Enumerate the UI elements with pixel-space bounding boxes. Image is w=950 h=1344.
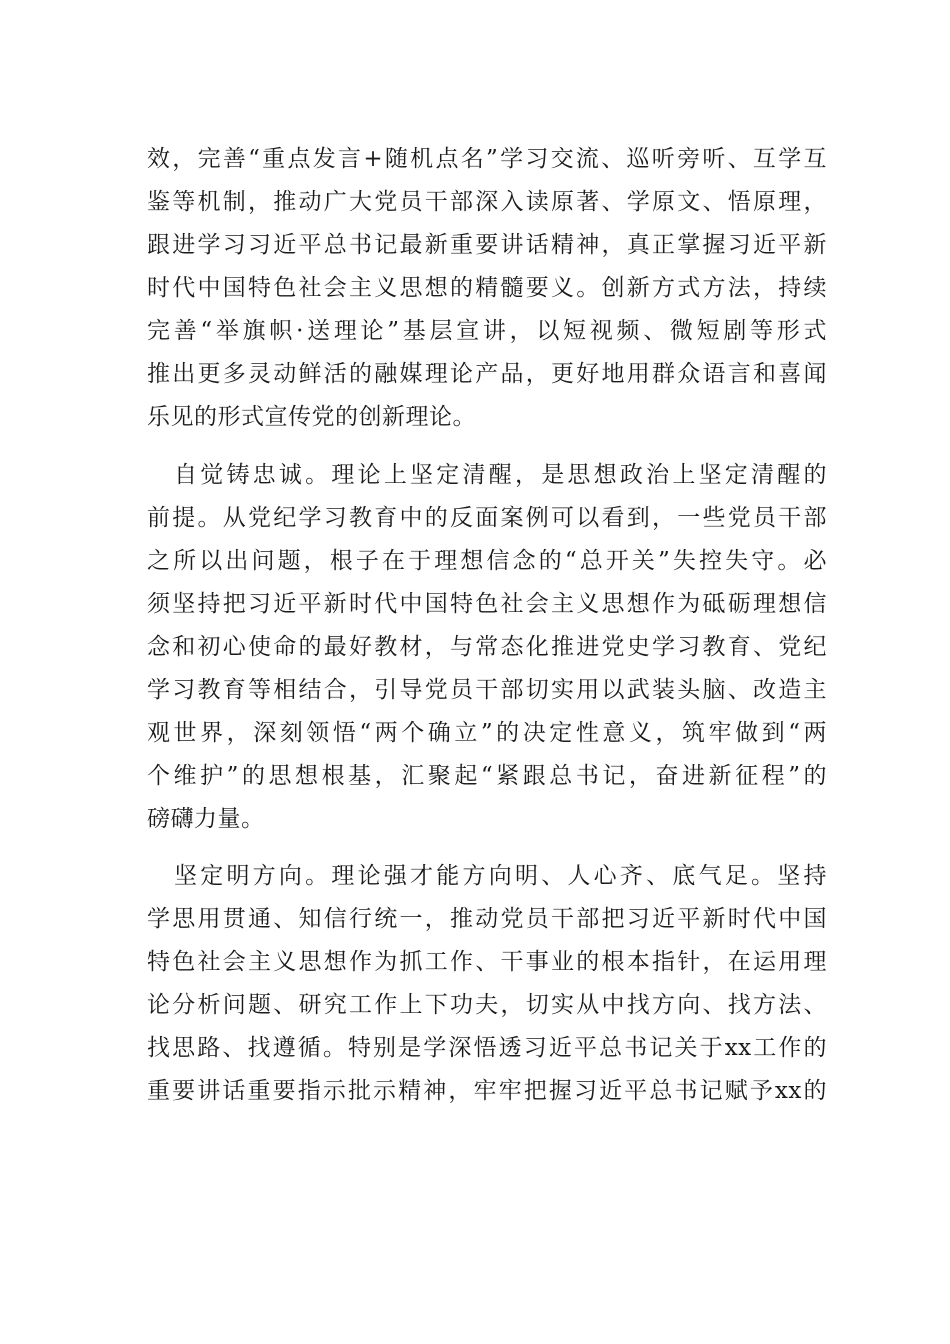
paragraph-line: 论分析问题、研究工作上下功夫，切实从中找方向、找方法、 xyxy=(147,992,827,1018)
paragraph-line: 须坚持把习近平新时代中国特色社会主义思想作为砥砺理想信 xyxy=(147,591,827,617)
paragraph-line: 鉴等机制，推动广大党员干部深入读原著、学原文、悟原理， xyxy=(147,189,827,215)
paragraph-line: 磅礴力量。 xyxy=(147,806,265,832)
paragraph-line: 跟进学习习近平总书记最新重要讲话精神，真正掌握习近平新 xyxy=(147,232,827,258)
paragraph-line: 推出更多灵动鲜活的融媒理论产品，更好地用群众语言和喜闻 xyxy=(147,361,827,387)
paragraph-3 xyxy=(147,855,827,1113)
paragraph-line: 重要讲话重要指示批示精神，牢牢把握习近平总书记赋予xx的 xyxy=(147,1078,827,1104)
paragraph-line: 学思用贯通、知信行统一，推动党员干部把习近平新时代中国 xyxy=(147,906,827,932)
paragraph-line: 特色社会主义思想作为抓工作、干事业的根本指针，在运用理 xyxy=(147,949,827,975)
paragraph-line: 找思路、找遵循。特别是学深悟透习近平总书记关于xx工作的 xyxy=(147,1035,827,1061)
paragraph-line: 坚定明方向。理论强才能方向明、人心齐、底气足。坚持 xyxy=(174,863,827,889)
paragraph-2 xyxy=(147,454,827,841)
paragraph-line: 自觉铸忠诚。理论上坚定清醒，是思想政治上坚定清醒的 xyxy=(174,462,827,488)
paragraph-line: 前提。从党纪学习教育中的反面案例可以看到，一些党员干部 xyxy=(147,505,827,531)
paragraph-line: 个维护”的思想根基，汇聚起“紧跟总书记，奋进新征程”的 xyxy=(147,763,827,789)
paragraph-line: 乐见的形式宣传党的创新理论。 xyxy=(147,404,476,430)
paragraph-1 xyxy=(147,138,827,439)
paragraph-line: 学习教育等相结合，引导党员干部切实用以武装头脑、改造主 xyxy=(147,677,827,703)
paragraph-line: 时代中国特色社会主义思想的精髓要义。创新方式方法，持续 xyxy=(147,275,827,301)
paragraph-line: 之所以出问题，根子在于理想信念的“总开关”失控失守。必 xyxy=(147,548,827,574)
paragraph-line: 观世界，深刻领悟“两个确立”的决定性意义，筑牢做到“两 xyxy=(147,720,827,746)
paragraph-line: 效，完善“重点发言+随机点名”学习交流、巡听旁听、互学互 xyxy=(147,146,827,172)
paragraph-line: 念和初心使命的最好教材，与常态化推进党史学习教育、党纪 xyxy=(147,634,827,660)
paragraph-line: 完善“举旗帜·送理论”基层宣讲，以短视频、微短剧等形式 xyxy=(147,318,827,344)
